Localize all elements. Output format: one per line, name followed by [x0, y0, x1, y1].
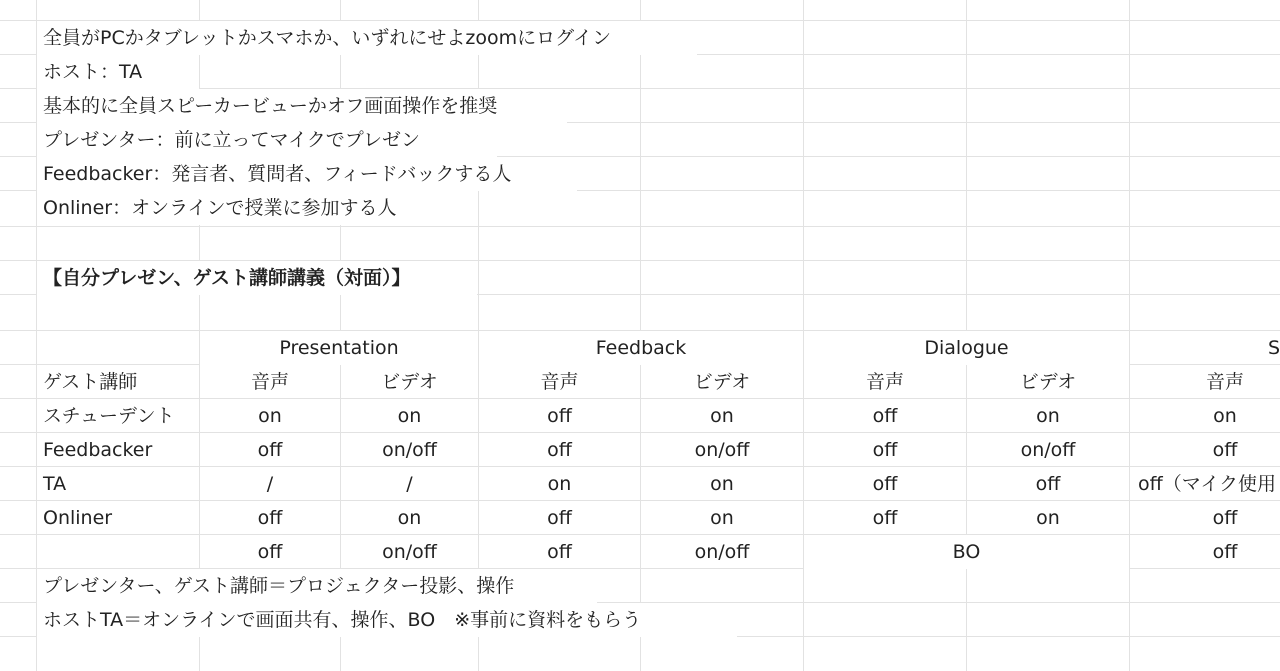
- table-cell[interactable]: on/off: [1020, 439, 1076, 461]
- table-cell-merged-bo[interactable]: BO: [804, 535, 1129, 569]
- table-cell[interactable]: off: [547, 507, 572, 529]
- footer-note-cell[interactable]: ホストTA＝オンラインで画面共有、操作、BO ※事前に資料をもらう: [37, 603, 737, 637]
- table-cell[interactable]: on/off: [694, 439, 750, 461]
- table-cell[interactable]: off: [872, 473, 898, 495]
- table-cell[interactable]: off: [872, 405, 898, 427]
- table-cell[interactable]: off: [872, 507, 898, 529]
- sub-header-video[interactable]: ビデオ: [381, 371, 438, 393]
- table-cell[interactable]: on: [547, 473, 572, 495]
- sub-header-video[interactable]: ビデオ: [1019, 371, 1077, 393]
- row-label-empty[interactable]: [37, 535, 199, 569]
- phase-header-feedback[interactable]: Feedback: [479, 331, 803, 365]
- table-cell[interactable]: on: [397, 405, 422, 427]
- table-cell[interactable]: on: [710, 405, 734, 427]
- sub-header-audio[interactable]: 音声: [865, 371, 904, 393]
- table-cell[interactable]: off: [257, 541, 283, 563]
- row-label-onliner[interactable]: Onliner: [43, 507, 113, 529]
- phase-header-dialogue[interactable]: Dialogue: [804, 331, 1129, 365]
- sub-header-audio[interactable]: 音声: [540, 371, 579, 393]
- note-cell[interactable]: ホスト：TA: [37, 55, 199, 89]
- table-cell[interactable]: /: [406, 473, 413, 495]
- table-cell[interactable]: on: [710, 473, 734, 495]
- table-cell[interactable]: on/off: [382, 439, 437, 461]
- note-cell[interactable]: Onliner：オンラインで授業に参加する人: [37, 191, 457, 225]
- table-cell[interactable]: off: [1212, 541, 1238, 563]
- note-cell[interactable]: 基本的に全員スピーカービューかオフ画面操作を推奨: [37, 89, 567, 123]
- phase-header-presentation[interactable]: Presentation: [200, 331, 478, 365]
- phase-header-truncated[interactable]: S: [1268, 337, 1280, 359]
- table-cell[interactable]: off: [1212, 439, 1238, 461]
- table-cell[interactable]: off: [872, 439, 898, 461]
- table-cell[interactable]: off: [257, 439, 283, 461]
- table-cell[interactable]: off: [547, 541, 572, 563]
- section-title[interactable]: 【自分プレゼン、ゲスト講師講義（対面）】: [37, 261, 477, 295]
- column-divider: [1129, 0, 1130, 671]
- table-cell[interactable]: off: [1035, 473, 1061, 495]
- table-cell[interactable]: on: [1036, 507, 1060, 529]
- sub-header-audio[interactable]: 音声: [250, 371, 289, 393]
- note-cell[interactable]: 全員がPCかタブレットかスマホか、いずれにせよzoomにログイン: [37, 21, 697, 55]
- table-cell[interactable]: off: [547, 439, 572, 461]
- footer-note-cell[interactable]: プレゼンター、ゲスト講師＝プロジェクター投影、操作: [37, 569, 597, 603]
- row-label-ta[interactable]: TA: [43, 473, 67, 495]
- table-cell[interactable]: /: [266, 473, 274, 495]
- role-header[interactable]: ゲスト講師: [43, 371, 138, 393]
- note-cell[interactable]: Feedbacker：発言者、質問者、フィードバックする人: [37, 157, 577, 191]
- table-cell-overflow[interactable]: off（マイク使用: [1138, 473, 1276, 495]
- table-cell[interactable]: off: [1212, 507, 1238, 529]
- note-cell[interactable]: プレゼンター：前に立ってマイクでプレゼン: [37, 123, 497, 157]
- table-cell[interactable]: on: [258, 405, 282, 427]
- row-divider: [0, 226, 1280, 227]
- table-cell[interactable]: off: [547, 405, 572, 427]
- row-label-student[interactable]: スチューデント: [43, 405, 175, 427]
- table-cell[interactable]: on/off: [694, 541, 750, 563]
- table-cell[interactable]: on: [710, 507, 734, 529]
- table-cell[interactable]: on/off: [382, 541, 437, 563]
- table-cell[interactable]: on: [1036, 405, 1060, 427]
- table-cell[interactable]: off: [257, 507, 283, 529]
- row-label-feedbacker[interactable]: Feedbacker: [43, 439, 153, 461]
- sub-header-video[interactable]: ビデオ: [693, 371, 751, 393]
- sub-header-audio[interactable]: 音声: [1205, 371, 1244, 393]
- table-cell[interactable]: on: [1213, 405, 1237, 427]
- table-cell[interactable]: on: [397, 507, 422, 529]
